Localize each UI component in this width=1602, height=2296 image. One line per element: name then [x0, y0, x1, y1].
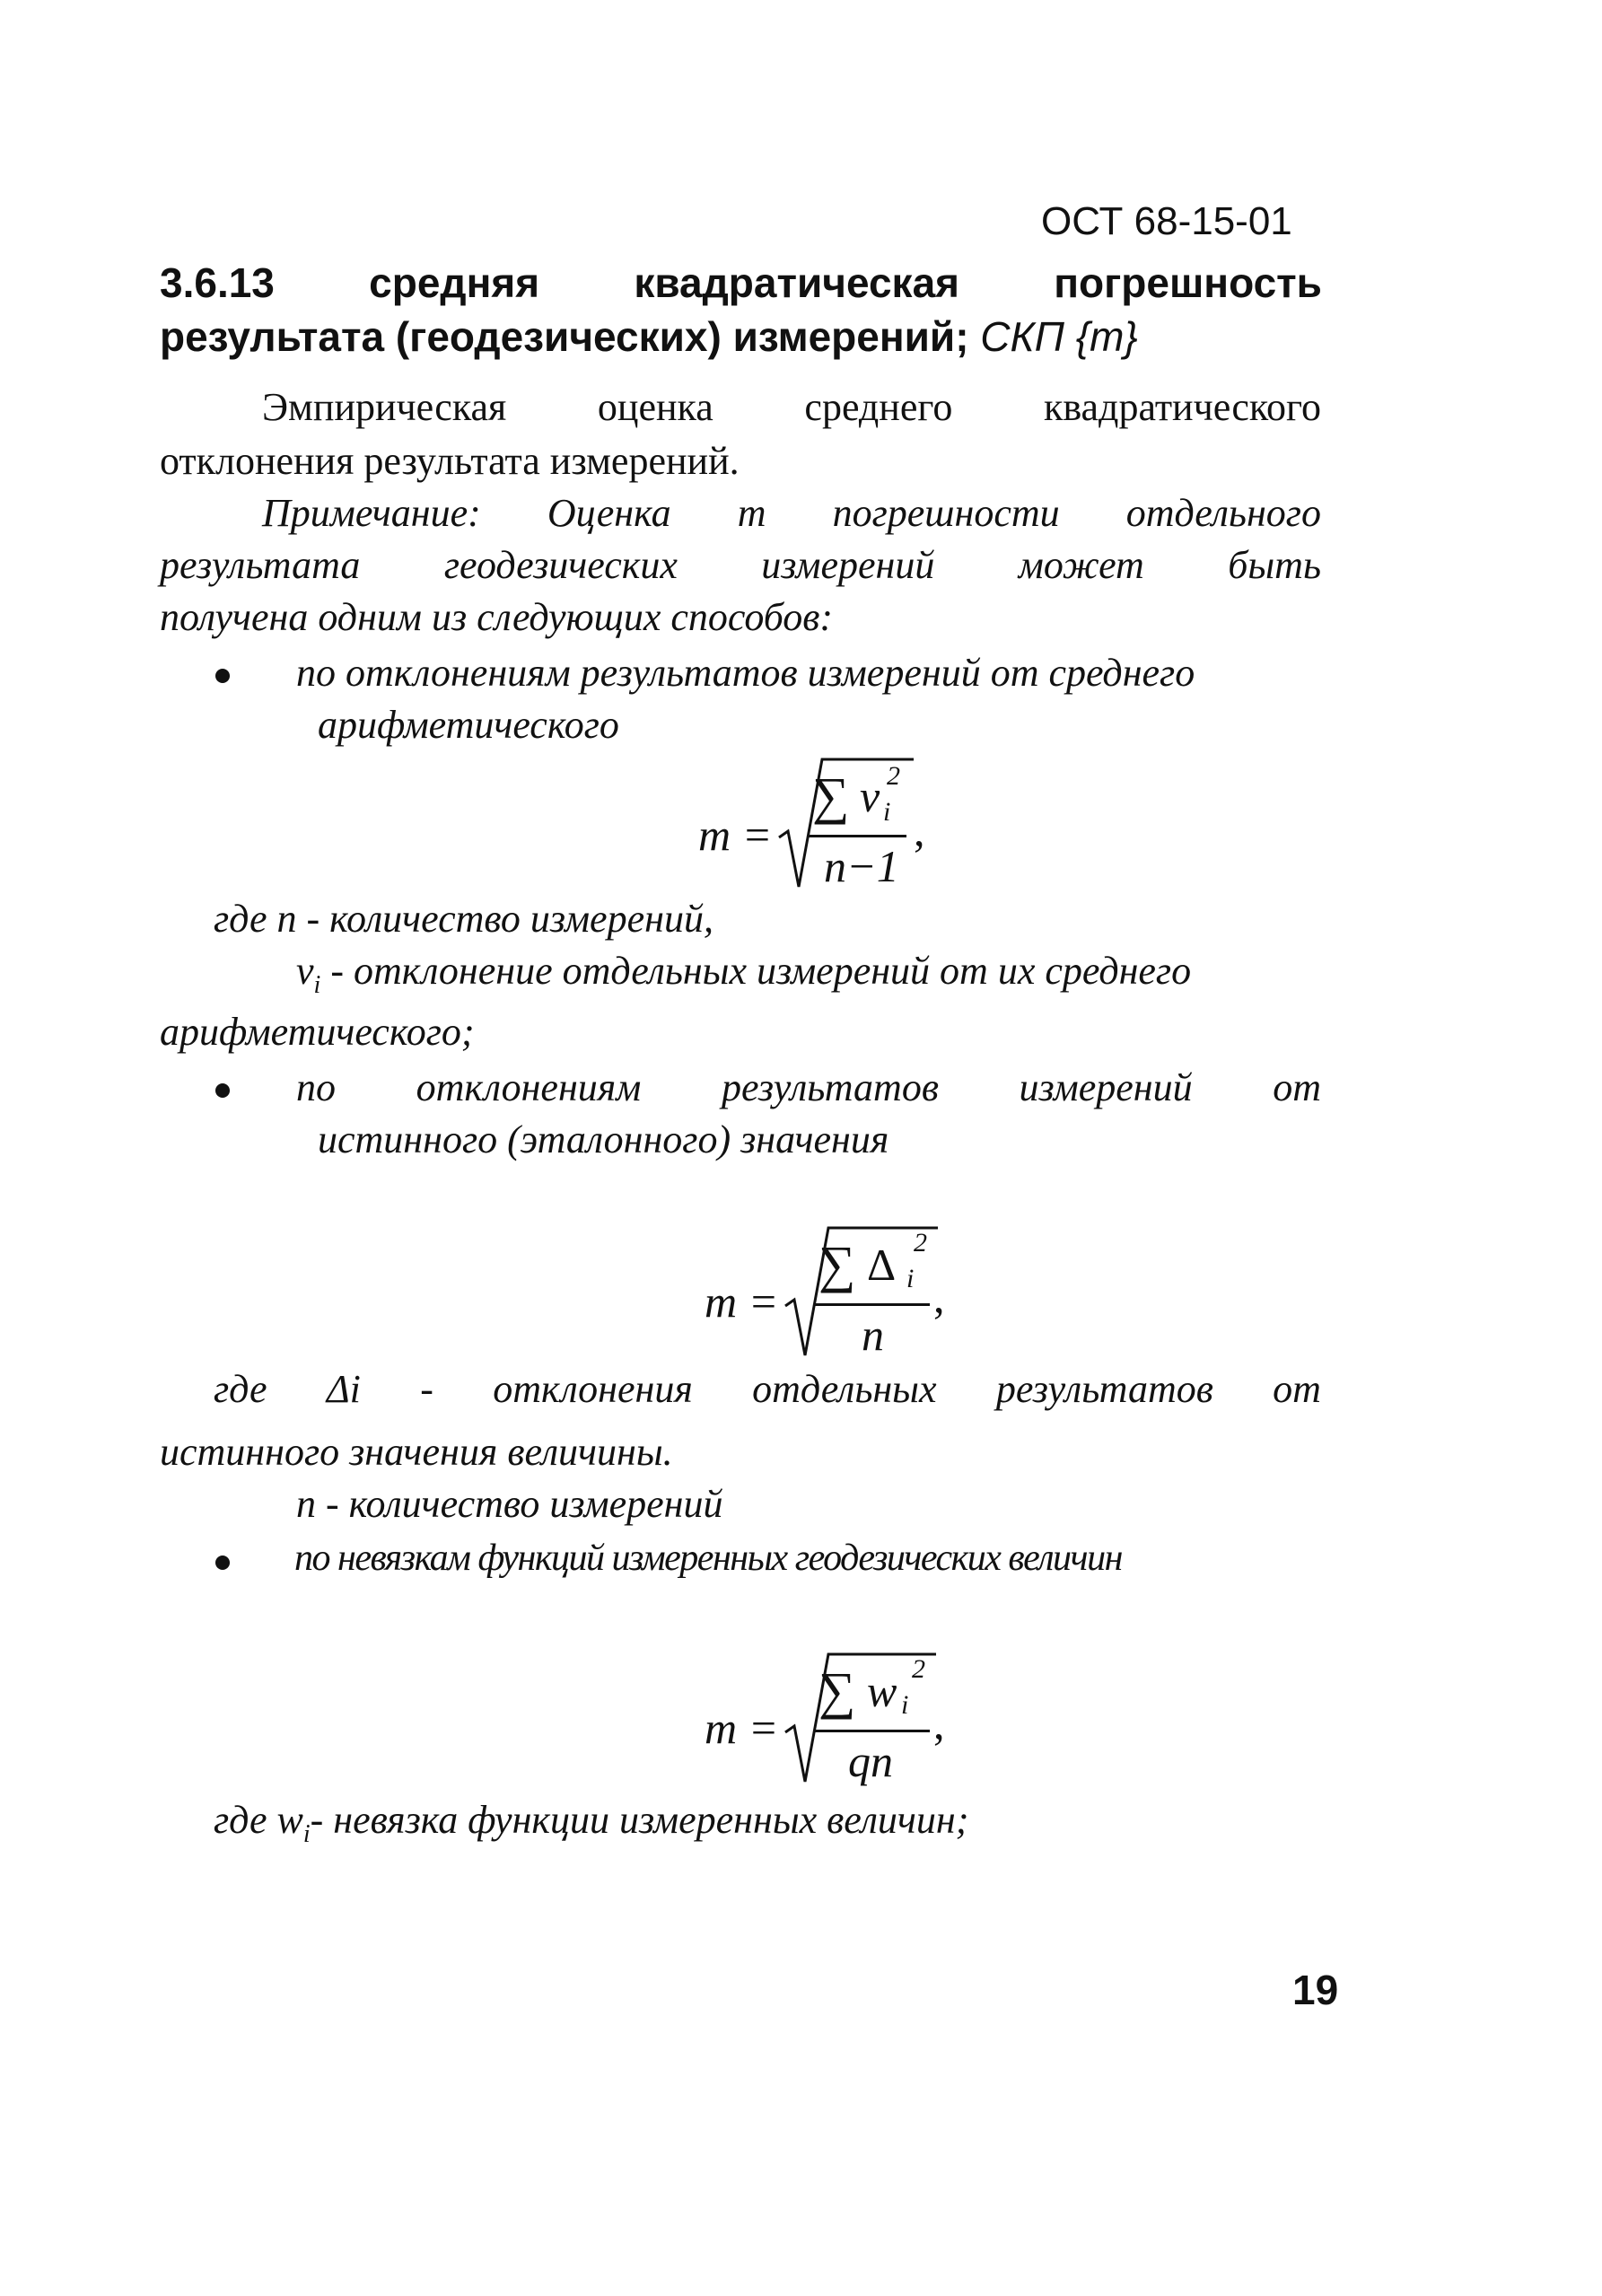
- note-label: Примечание:: [262, 491, 481, 535]
- term-heading-line1: [160, 259, 1322, 307]
- method1-where1: где n - количество измерений,: [214, 897, 713, 941]
- symbol-v: v: [296, 949, 314, 993]
- formula-denominator: n: [862, 1310, 884, 1360]
- note-word: погрешности: [832, 491, 1060, 535]
- method2-word: измерений: [1019, 1065, 1193, 1109]
- method2-line1: [296, 1065, 1321, 1110]
- formula-lhs: m =: [698, 810, 773, 860]
- document-code: ОСТ 68-15-01: [1041, 199, 1292, 243]
- method2-where3: n - количество измерений: [296, 1482, 723, 1526]
- term-number: 3.6.13: [160, 259, 275, 306]
- formula-superscript: 2: [912, 1654, 925, 1684]
- formula-subscript: i: [883, 797, 891, 827]
- fraction-bar: [815, 1303, 930, 1306]
- definition-word: оценка: [597, 385, 713, 429]
- term-word: погрешность: [1054, 259, 1322, 306]
- method2-where-word: где: [214, 1367, 267, 1411]
- method3-where1: [214, 1797, 968, 1849]
- method2-where2: истинного значения величины.: [160, 1430, 673, 1474]
- formula-lhs: m =: [705, 1703, 779, 1753]
- note-word: может: [1018, 543, 1144, 587]
- definition-line1: [262, 384, 1321, 430]
- method2-word: отклонениям: [416, 1065, 642, 1109]
- note-line2: [160, 542, 1321, 588]
- bullet-icon: [215, 669, 230, 683]
- symbol-subscript: i: [313, 970, 321, 999]
- method3-where-text: - невязка функции измеренных величин;: [310, 1798, 969, 1842]
- method2-where-word: отдельных: [752, 1367, 937, 1411]
- method2-where-word: результатов: [995, 1367, 1213, 1411]
- note-word: результата: [160, 543, 361, 587]
- symbol-subscript: i: [302, 1819, 311, 1848]
- term-word: квадратическая: [634, 259, 959, 306]
- formula-superscript: 2: [887, 761, 900, 791]
- formula-lhs: m =: [705, 1276, 779, 1327]
- formula-variable: w: [867, 1666, 897, 1716]
- method2-word: по: [296, 1065, 336, 1109]
- method2-where-word: Δi: [326, 1367, 361, 1411]
- sum-symbol: ∑: [819, 1661, 856, 1720]
- definition-word: квадратического: [1043, 385, 1321, 429]
- method2-where-word: от: [1273, 1367, 1321, 1411]
- method2-where-word: -: [420, 1367, 433, 1411]
- definition-word: Эмпирическая: [262, 385, 507, 429]
- method2-where1: [214, 1366, 1321, 1412]
- page-number: 19: [1292, 1967, 1339, 2013]
- note-word: геодезических: [443, 543, 678, 587]
- formula-comma: ,: [914, 805, 925, 855]
- formula-denominator: n−1: [824, 841, 899, 891]
- method1-line1: по отклонениям результатов измерений от среднего: [296, 651, 1195, 695]
- note-word: Оценка: [547, 491, 671, 535]
- note-word: быть: [1228, 543, 1321, 587]
- method2-line2: истинного (эталонного) значения: [318, 1117, 889, 1161]
- note-word: т: [737, 491, 766, 535]
- note-word: измерений: [761, 543, 935, 587]
- formula-comma: ,: [933, 1272, 945, 1322]
- method1-where2-text: - отклонение отдельных измерений от их среднего: [330, 949, 1192, 993]
- method1-line2: арифметического: [318, 703, 619, 747]
- definition-word: среднего: [804, 385, 953, 429]
- definition-line2: отклонения результата измерений.: [160, 439, 740, 483]
- formula-variable: v: [860, 771, 880, 821]
- fraction-bar: [808, 835, 906, 837]
- method2-word: от: [1273, 1065, 1321, 1109]
- bullet-icon: [215, 1083, 230, 1098]
- method1-where3: арифметического;: [160, 1010, 475, 1054]
- method1-where2: [296, 948, 1191, 1000]
- sum-symbol: ∑: [812, 767, 850, 825]
- formula-denominator: qn: [848, 1736, 893, 1786]
- method2-where-word: отклонения: [493, 1367, 693, 1411]
- method3-where-prefix: где w: [214, 1798, 303, 1842]
- formula-variable: Δ: [867, 1240, 897, 1290]
- fraction-bar: [815, 1730, 930, 1732]
- formula-subscript: i: [906, 1264, 915, 1293]
- term-abbreviation: СКП {m}: [980, 313, 1138, 360]
- note-line1: [262, 490, 1321, 536]
- method2-word: результатов: [721, 1065, 939, 1109]
- bullet-icon: [215, 1555, 230, 1570]
- term-heading-text: результата (геодезических) измерений;: [160, 313, 969, 360]
- note-line3: получена одним из следующих способов:: [160, 595, 834, 639]
- formula-comma: ,: [933, 1698, 945, 1748]
- sum-symbol: ∑: [819, 1235, 856, 1293]
- term-word: средняя: [369, 259, 540, 306]
- note-word: отдельного: [1125, 491, 1321, 535]
- term-heading-line2: [160, 312, 1138, 361]
- formula-superscript: 2: [914, 1228, 927, 1258]
- formula-subscript: i: [901, 1690, 909, 1720]
- method3-line1: по невязкам функций измеренных геодезических величин: [294, 1538, 1122, 1579]
